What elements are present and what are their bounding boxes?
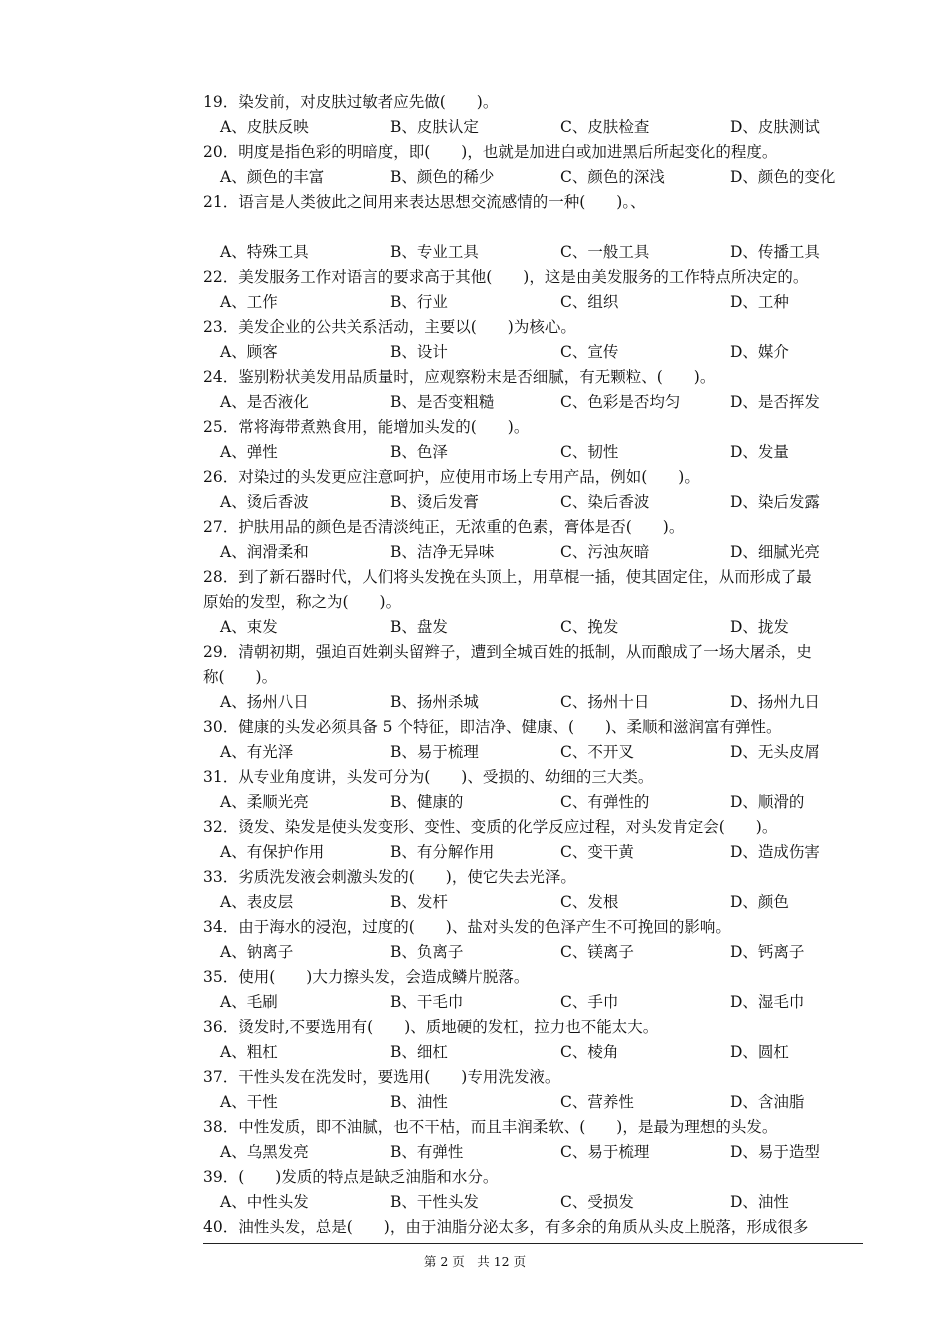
blank-spacer [203,215,863,240]
option-a: A、扬州八日 [220,693,309,711]
option-a: A、颜色的丰富 [220,168,325,186]
option-b: B、是否变粗糙 [390,393,495,411]
option-c: C、韧性 [560,443,619,461]
question-item [203,765,863,815]
question-text: 30．健康的头发必须具备 5 个特征，即洁净、健康、( )、柔顺和滋润富有弹性。 [203,718,782,736]
option-a: A、顾客 [220,343,278,361]
question-text: 22．美发服务工作对语言的要求高于其他( )，这是由美发服务的工作特点所决定的。 [203,268,809,286]
option-c: C、有弹性的 [560,793,650,811]
question-text: 27．护肤用品的颜色是否清淡纯正，无浓重的色素，膏体是否( )。 [203,518,685,536]
option-c: C、扬州十日 [560,693,650,711]
option-d: D、易于造型 [730,1143,820,1161]
question-item [203,1215,863,1240]
option-b: B、盘发 [390,618,448,636]
option-a: A、柔顺光亮 [220,793,309,811]
options-row [203,940,863,965]
option-d: D、颜色 [730,893,789,911]
option-a: A、是否液化 [220,393,309,411]
question-text: 36．烫发时,不要选用有( )、质地硬的发杠，拉力也不能太大。 [203,1018,659,1036]
question-item [203,90,863,140]
option-c: C、发根 [560,893,619,911]
option-d: D、发量 [730,443,789,461]
option-b: B、干性头发 [390,1193,479,1211]
option-b: B、有分解作用 [390,843,495,861]
option-c: C、营养性 [560,1093,634,1111]
question-item [203,465,863,515]
question-item [203,915,863,965]
option-d: D、含油脂 [730,1093,805,1111]
option-a: A、乌黑发亮 [220,1143,309,1161]
option-d: D、圆杠 [730,1043,789,1061]
question-item [203,715,863,765]
options-row [203,690,863,715]
question-text: 39．( )发质的特点是缺乏油脂和水分。 [203,1168,499,1186]
options-row [203,615,863,640]
option-b: B、行业 [390,293,448,311]
option-b: B、干毛巾 [390,993,464,1011]
option-b: B、有弹性 [390,1143,464,1161]
question-list [203,90,863,1240]
option-a: A、有光泽 [220,743,294,761]
question-item [203,1065,863,1115]
option-d: D、工种 [730,293,789,311]
option-b: B、扬州杀城 [390,693,479,711]
option-b: B、发杆 [390,893,448,911]
options-row [203,115,863,140]
option-c: C、变干黄 [560,843,634,861]
question-text: 37．干性头发在洗发时，要选用( )专用洗发液。 [203,1068,561,1086]
option-b: B、健康的 [390,793,464,811]
question-item [203,1015,863,1065]
question-text: 26．对染过的头发更应注意呵护，应使用市场上专用产品，例如( )。 [203,468,700,486]
option-c: C、挽发 [560,618,619,636]
option-c: C、镁离子 [560,943,634,961]
option-c: C、宣传 [560,343,619,361]
option-d: D、造成伤害 [730,843,820,861]
option-a: A、表皮层 [220,893,294,911]
option-b: B、皮肤认定 [390,118,479,136]
option-b: B、烫后发膏 [390,493,479,511]
question-text-continued: 原始的发型，称之为( )。 [203,593,402,611]
option-c: C、组织 [560,293,619,311]
options-row [203,165,863,190]
question-text: 23．美发企业的公共关系活动，主要以( )为核心。 [203,318,576,336]
option-b: B、洁净无异味 [390,543,495,561]
option-b: B、油性 [390,1093,448,1111]
options-row [203,290,863,315]
question-item [203,640,863,715]
option-c: C、颜色的深浅 [560,168,665,186]
question-item [203,1165,863,1215]
options-row [203,440,863,465]
option-a: A、烫后香波 [220,493,309,511]
option-c: C、一般工具 [560,243,650,261]
question-item [203,365,863,415]
option-a: A、皮肤反映 [220,118,309,136]
option-a: A、束发 [220,618,278,636]
question-text: 34．由于海水的浸泡，过度的( )、盐对头发的色泽产生不可挽回的影响。 [203,918,731,936]
option-a: A、中性头发 [220,1193,309,1211]
option-d: D、拢发 [730,618,789,636]
question-item [203,965,863,1015]
option-a: A、毛刷 [220,993,278,1011]
option-b: B、色泽 [390,443,448,461]
option-c: C、色彩是否均匀 [560,393,681,411]
option-d: D、油性 [730,1193,789,1211]
options-row [203,990,863,1015]
options-row [203,490,863,515]
options-row [203,340,863,365]
question-text-continued: 称( )。 [203,668,278,686]
option-c: C、受损发 [560,1193,634,1211]
option-d: D、无头皮屑 [730,743,820,761]
option-a: A、弹性 [220,443,278,461]
options-row [203,1090,863,1115]
option-d: D、是否挥发 [730,393,820,411]
option-b: B、设计 [390,343,448,361]
question-text: 32．烫发、染发是使头发变形、变性、变质的化学反应过程，对头发肯定会( )。 [203,818,778,836]
option-c: C、手巾 [560,993,619,1011]
options-row [203,1140,863,1165]
question-item [203,315,863,365]
option-c: C、不开叉 [560,743,634,761]
question-text: 19．染发前，对皮肤过敏者应先做( )。 [203,93,499,111]
options-row [203,390,863,415]
question-text: 40．油性头发，总是( )，由于油脂分泌太多，有多余的角质从头皮上脱落，形成很多 [203,1218,809,1236]
option-a: A、粗杠 [220,1043,278,1061]
option-c: C、污浊灰暗 [560,543,650,561]
options-row [203,1040,863,1065]
options-row [203,540,863,565]
option-d: D、传播工具 [730,243,820,261]
option-d: D、媒介 [730,343,789,361]
question-item [203,415,863,465]
option-b: B、颜色的稀少 [390,168,495,186]
option-d: D、染后发露 [730,493,820,511]
option-a: A、润滑柔和 [220,543,309,561]
question-text: 33．劣质洗发液会刺激头发的( )，使它失去光泽。 [203,868,576,886]
options-row [203,740,863,765]
question-text: 20．明度是指色彩的明暗度，即( )，也就是加进白或加进黑后所起变化的程度。 [203,143,778,161]
option-d: D、颜色的变化 [730,168,836,186]
question-text: 38．中性发质，即不油腻，也不干枯，而且丰润柔软、( )，是最为理想的头发。 [203,1118,778,1136]
page-footer: 第 2 页 共 12 页 [423,1254,527,1269]
question-item [203,265,863,315]
option-b: B、易于梳理 [390,743,479,761]
option-a: A、干性 [220,1093,278,1111]
question-item [203,140,863,190]
question-text: 35．使用( )大力擦头发，会造成鳞片脱落。 [203,968,530,986]
question-item [203,565,863,640]
option-a: A、工作 [220,293,278,311]
footer-divider [203,1243,863,1244]
question-text: 31．从专业角度讲，头发可分为( )、受损的、幼细的三大类。 [203,768,654,786]
question-text: 28．到了新石器时代，人们将头发挽在头顶上，用草棍一插，使其固定住，从而形成了最 [203,568,812,586]
options-row [203,240,863,265]
question-text: 25．常将海带煮熟食用，能增加头发的( )。 [203,418,530,436]
options-row [203,790,863,815]
option-c: C、易于梳理 [560,1143,650,1161]
question-item [203,865,863,915]
question-item [203,190,863,265]
option-d: D、钙离子 [730,943,805,961]
question-item [203,815,863,865]
option-c: C、棱角 [560,1043,619,1061]
option-c: C、皮肤检查 [560,118,650,136]
question-item [203,1115,863,1165]
option-d: D、湿毛巾 [730,993,805,1011]
option-b: B、细杠 [390,1043,448,1061]
option-b: B、专业工具 [390,243,479,261]
option-b: B、负离子 [390,943,464,961]
option-c: C、染后香波 [560,493,650,511]
option-a: A、特殊工具 [220,243,309,261]
question-text: 29．清朝初期，强迫百姓剃头留辫子，遭到全城百姓的抵制，从而酿成了一场大屠杀，史 [203,643,812,661]
option-a: A、钠离子 [220,943,294,961]
option-a: A、有保护作用 [220,843,325,861]
options-row [203,890,863,915]
option-d: D、细腻光亮 [730,543,820,561]
question-item [203,515,863,565]
options-row [203,840,863,865]
question-text: 21．语言是人类彼此之间用来表达思想交流感情的一种( )。、 [203,193,646,211]
option-d: D、扬州九日 [730,693,820,711]
option-d: D、皮肤测试 [730,118,820,136]
options-row [203,1190,863,1215]
option-d: D、顺滑的 [730,793,805,811]
question-text: 24．鉴别粉状美发用品质量时，应观察粉末是否细腻，有无颗粒、( )。 [203,368,716,386]
